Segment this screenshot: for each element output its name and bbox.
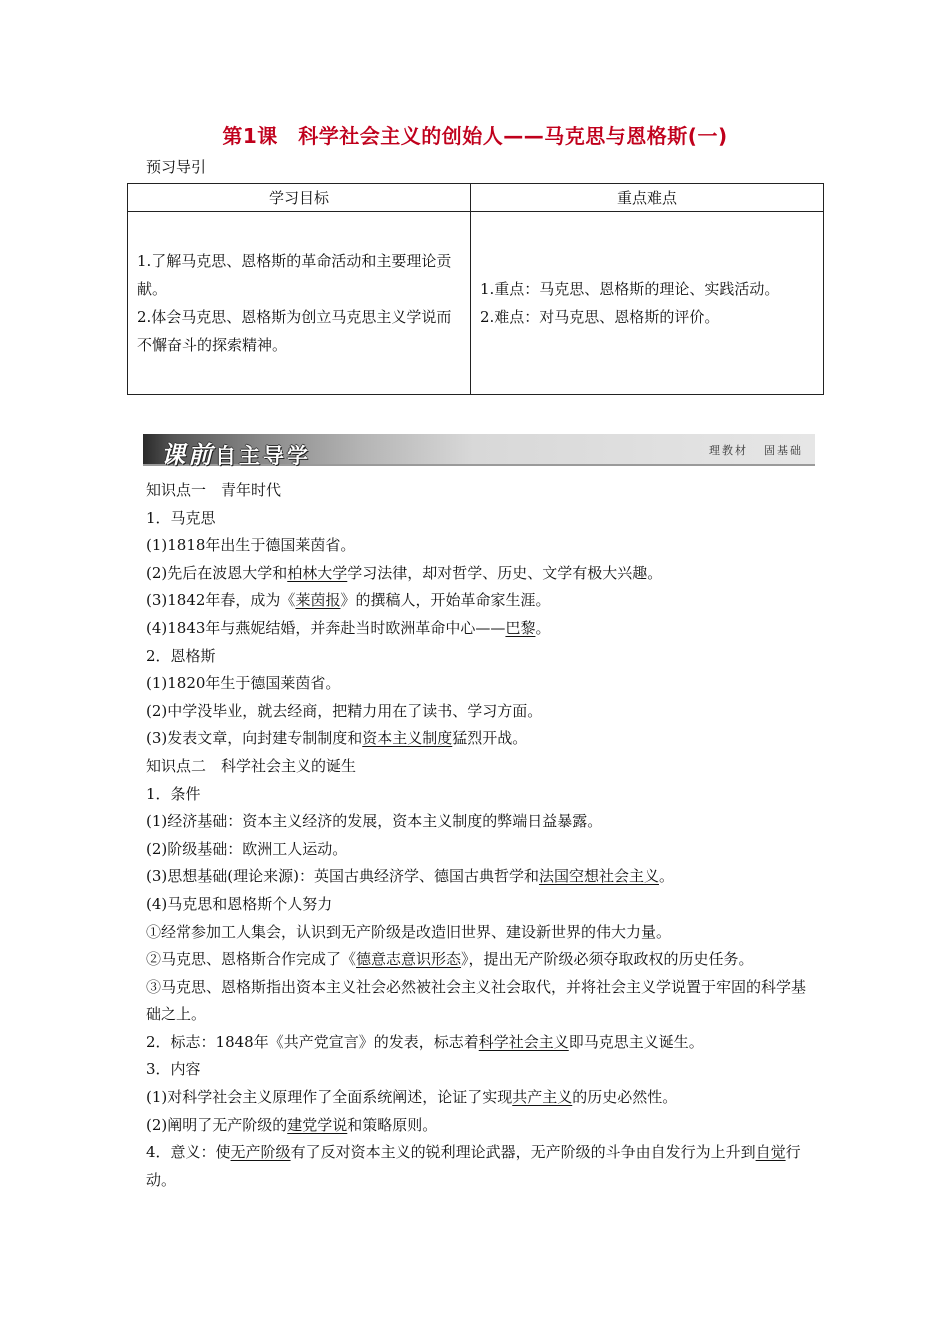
text-line: (3)1842年春，成为《莱茵报》的撰稿人，开始革命家生涯。 — [146, 591, 551, 610]
text-line: (2)中学没毕业，就去经商，把精力用在了读书、学习方面。 — [146, 701, 543, 720]
goals-header: 学习目标 — [128, 184, 471, 212]
text-line: ①经常参加工人集会，认识到无产阶级是改造旧世界、建设新世界的伟大力量。 — [146, 922, 672, 941]
text-line: (1)1818年出生于德国莱茵省。 — [146, 536, 356, 555]
text-line: (3)发表文章，向封建专制制度和资本主义制度猛烈开战。 — [146, 729, 528, 748]
text-line: 2．标志：1848年《共产党宣言》的发表，标志着科学社会主义即马克思主义诞生。 — [146, 1032, 704, 1051]
underlined-answer: 无产阶级 — [230, 1143, 291, 1162]
lesson-title: 第1课 科学社会主义的创始人——马克思与恩格斯(一) — [222, 124, 728, 148]
text-paragraph: ③马克思、恩格斯指出资本主义社会必然被社会主义社会取代，并将社会主义学说置于牢固的科学基础之上。 — [146, 977, 807, 1024]
subheading: 3．内容 — [146, 1060, 201, 1079]
text-line: (1)经济基础：资本主义经济的发展，资本主义制度的弊端日益暴露。 — [146, 812, 603, 831]
banner-sub-right: 固基础 — [764, 444, 803, 457]
subheading: 1．马克思 — [146, 508, 216, 527]
key-point-item: 2.难点：对马克思、恩格斯的评价。 — [480, 308, 720, 326]
text-line: (1)对科学社会主义原理作了全面系统阐述，论证了实现共产主义的历史必然性。 — [146, 1088, 678, 1107]
key-points-cell — [471, 212, 824, 395]
subheading: 2．恩格斯 — [146, 646, 216, 665]
key-points-header: 重点难点 — [471, 184, 824, 212]
underlined-answer: 资本主义制度 — [362, 729, 453, 748]
underlined-answer: 共产主义 — [512, 1088, 573, 1107]
text-line: (2)先后在波恩大学和柏林大学学习法律，却对哲学、历史、文学有极大兴趣。 — [146, 563, 663, 582]
goals-cell — [128, 212, 471, 395]
preview-label: 预习导引 — [146, 158, 207, 176]
goal-item: 2.体会马克思、恩格斯为创立马克思主义学说而不懈奋斗的探索精神。 — [137, 308, 452, 354]
text-line: (4)马克思和恩格斯个人努力 — [146, 894, 333, 913]
text-line: (2)阐明了无产阶级的建党学说和策略原则。 — [146, 1115, 438, 1134]
underlined-answer: 法国空想社会主义 — [538, 867, 659, 886]
underlined-answer: 德意志意识形态 — [356, 950, 462, 969]
text-line: (4)1843年与燕妮结婚，并奔赴当时欧洲革命中心——巴黎。 — [146, 618, 551, 637]
subheading: 1．条件 — [146, 784, 201, 803]
underlined-answer: 科学社会主义 — [478, 1032, 569, 1051]
underlined-answer: 莱茵报 — [295, 591, 341, 610]
underlined-answer: 巴黎 — [505, 618, 536, 637]
key-point-item: 1.重点：马克思、恩格斯的理论、实践活动。 — [480, 280, 780, 298]
text-line: (1)1820年生于德国莱茵省。 — [146, 674, 341, 693]
text-paragraph: ②马克思、恩格斯合作完成了《德意志意识形态》，提出无产阶级必须夺取政权的历史任务。 — [146, 950, 754, 969]
text-paragraph: 4．意义：使无产阶级有了反对资本主义的锐利理论武器，无产阶级的斗争由自发行为上升到自觉行动。 — [146, 1143, 801, 1189]
section-heading: 知识点一 青年时代 — [146, 481, 282, 499]
banner-title-part2: 自主导学 — [215, 444, 311, 468]
banner-subtitle — [693, 442, 803, 458]
banner-title — [161, 435, 311, 470]
section-heading: 知识点二 科学社会主义的诞生 — [146, 756, 357, 775]
text-line: (3)思想基础(理论来源)：英国古典经济学、德国古典哲学和法国空想社会主义。 — [146, 867, 674, 886]
banner-title-part1: 课前 — [161, 441, 215, 469]
banner-sub-left: 理教材 — [709, 444, 748, 457]
goal-item: 1.了解马克思、恩格斯的革命活动和主要理论贡献。 — [137, 252, 452, 298]
text-line: (2)阶级基础：欧洲工人运动。 — [146, 839, 348, 858]
underlined-answer: 建党学说 — [287, 1115, 348, 1134]
goals-table — [127, 183, 824, 395]
underlined-answer: 柏林大学 — [287, 563, 348, 582]
underlined-answer: 自觉 — [755, 1143, 786, 1162]
content-body — [146, 477, 816, 1194]
section-banner — [143, 434, 815, 469]
